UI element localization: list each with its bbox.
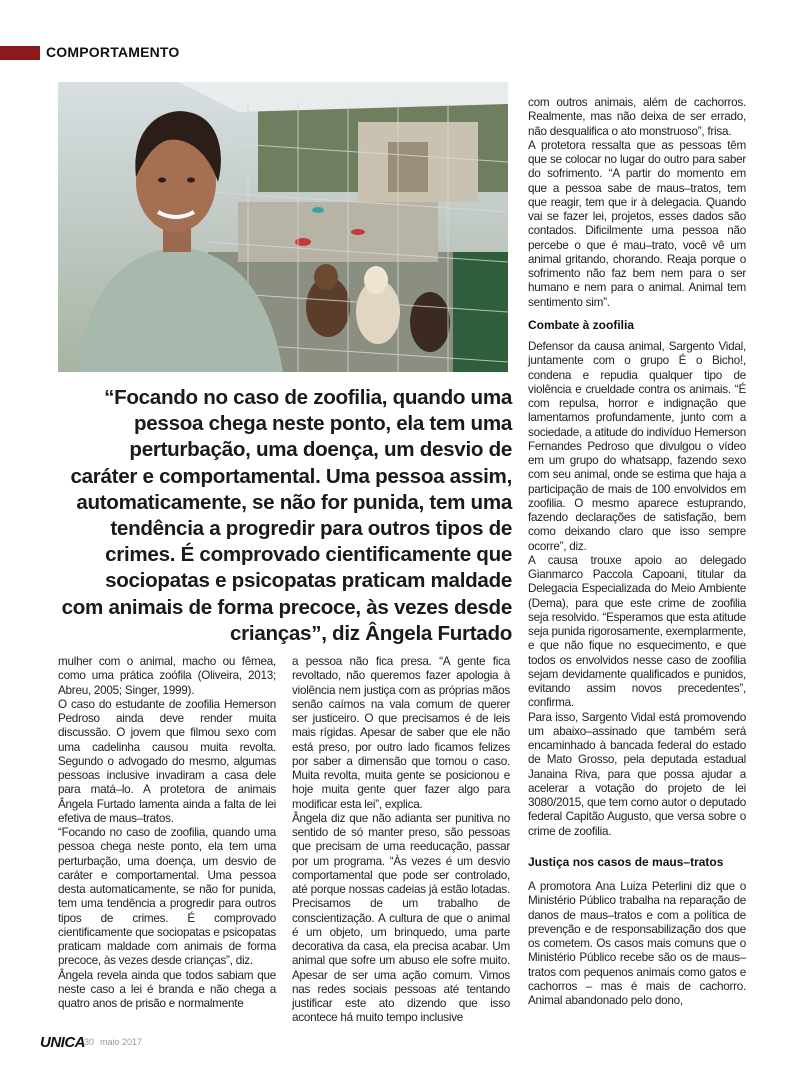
paragraph: Ângela diz que não adianta ser punitiva no sentido de só manter preso, são pessoas que precisam de uma reeducação, passar por um programa. “Às vezes é um desvio comportamental que pode ser controlado, até porque nossas cadeias já estão lotadas. Precisamos de um trabalho de conscientização. A cultura de que o animal é um objeto, um brinquedo, uma parte decorativa da casa, ela precisa acabar. Um animal que sofre um abuso ele sofre muito. Apesar de ser uma ação comum. Vimos nas redes sociais pessoas até tentando justificar este ato dizendo que isso acontece há muito tempo inclusive xyxy=(292,811,510,1025)
pull-quote: “Focando no caso de zoofilia, quando uma pessoa chega neste ponto, ela tem uma perturbação, uma doença, um desvio de caráter e comportamental. Uma pessoa assim, automaticamente, se não for punida, tem uma tendência a progredir para outros tipos de crimes. É comprovado cientificamente que sociopatas e psicopatas praticam maldade com animais de forma precoce, às vezes desde crianças”, diz Ângela Furtado xyxy=(61,386,512,645)
article-column-middle xyxy=(292,655,510,1026)
paragraph: mulher com o animal, macho ou fêmea, como uma prática zoófila (Oliveira, 2013; Abreu, 2005; Singer, 1999). xyxy=(58,655,276,697)
article-column-left xyxy=(58,655,276,1011)
paragraph: Ângela revela ainda que todos sabiam que neste caso a lei é branda e não chega a quatro anos de prisão e normalmente xyxy=(58,968,276,1010)
article-photo xyxy=(58,82,508,372)
paragraph: A promotora Ana Luiza Peterlini diz que o Ministério Público trabalha na reparação de danos de maus–tratos e com a política de prevenção e de responsabilização dos que os cometem. Os casos mais comuns que o Ministério Público recebe são os de maus–tratos com pequenos animais como gatos e cachorros – mas é mais de cachorro. Animal abandonado pelo dono, xyxy=(528,880,746,1007)
subhead-justica-maus-tratos: Justiça nos casos de maus–tratos xyxy=(528,855,724,869)
section-label: COMPORTAMENTO xyxy=(46,44,180,60)
section-accent-bar xyxy=(0,46,40,60)
page-number: 30 xyxy=(84,1037,95,1047)
paragraph: Para isso, Sargento Vidal está promovendo um abaixo–assinado que também será encaminhado à bancada federal do estado de Mato Grosso, pela deputada estadual Janaina Riva, para que possa ajudar a acelerar a votação do projeto de lei 3080/2015, que tem como autor o deputado federal Capitão Augusto, que versa sobre o crime de zoofilia. xyxy=(528,710,746,838)
paragraph: a pessoa não fica presa. “A gente fica revoltado, não queremos fazer apologia à violência nem justiça com as próprias mãos senão caímos na vala comum de querer ser justiceiro. O que precisamos é de leis mais rígidas. Apesar de saber que ele não está preso, por outro lado ficamos felizes por saber a dimensão que tomou o caso. Muita revolta, muita gente se posicionou e hoje muita gente quer fazer algo para modificar esta lei”, explica. xyxy=(292,655,510,811)
issue-date: maio 2017 xyxy=(100,1037,143,1047)
paragraph: com outros animais, além de cachorros. Realmente, mas não deixa de ser errado, não desqualifica o ato monstruoso”, frisa. xyxy=(528,96,746,138)
subhead-combate-zoofilia: Combate à zoofilia xyxy=(528,318,635,332)
paragraph: O caso do estudante de zoofilia Hemerson Pedroso ainda deve render muita discussão. O jovem que filmou sexo com uma cadelinha causou muita revolta. Segundo o advogado do mesmo, algumas pessoas inclusive invadiram a casa dele para matá–lo. A protetora de animais Ângela Furtado lamenta ainda a falta de lei efetiva de maus–tratos. xyxy=(58,697,276,825)
paragraph: A protetora ressalta que as pessoas têm que se colocar no lugar do outro para saber do sofrimento. “A partir do momento em que a pessoa sabe de maus–tratos, tem que reagir, tem que ir à delegacia. Quando vai se fazer lei, projetos, esses dados são contados. Dificilmente uma pessoa não percebe o que é mau–trato, você vê um animal gritando, chorando. Reaja porque o sofrimento não faz bem nem para o ser humano e nem para o animal. Animal tem sentimento sim”. xyxy=(528,138,746,309)
paragraph: A causa trouxe apoio ao delegado Gianmarco Paccola Capoani, titular da Delegacia Especializada do Meio Ambiente (Dema), para que este crime de zoofilia seja resolvido. “Esperamos que esta atitude seja punida rigorosamente, exemplarmente, e que não fique no esquecimento, e que todos os envolvidos nesse caso de zoofilia sejam devidamente qualificados e punidos, evitando assim novos precedentes”, confirma. xyxy=(528,553,746,710)
paragraph: “Focando no caso de zoofilia, quando uma pessoa chega neste ponto, ela tem uma perturbação, uma doença, um desvio de caráter e comportamental. Uma pessoa desta automaticamente, se não for punida, tem uma tendência a progredir para outros tipos de crimes. É comprovado cientificamente que sociopatas e psicopatas praticam maldade com animais de forma precoce, às vezes desde crianças”, diz. xyxy=(58,826,276,968)
article-column-right-bottom xyxy=(528,880,746,1008)
article-column-right-top xyxy=(528,96,746,310)
article-column-right-middle xyxy=(528,340,746,839)
paragraph: Defensor da causa animal, Sargento Vidal, juntamente com o grupo É o Bicho!, condena e repudia qualquer tipo de violência e crueldade contra os animais. “É com repulsa, horror e indignação que lamentamos profundamente, junto com a sociedade, a atitude do indivíduo Hemerson Fernandes Pedroso que divulgou o vídeo em um grupo do whatsapp, fazendo sexo com seu animal, onde se estima que haja a participação de mais de 100 envolvidos em zoofilia. O mesmo aparece estuprando, fazendo declarações de satisfação, bem como deixando claro que isso sempre ocorre”, diz. xyxy=(528,340,746,553)
magazine-logo: UNICA xyxy=(40,1034,85,1051)
